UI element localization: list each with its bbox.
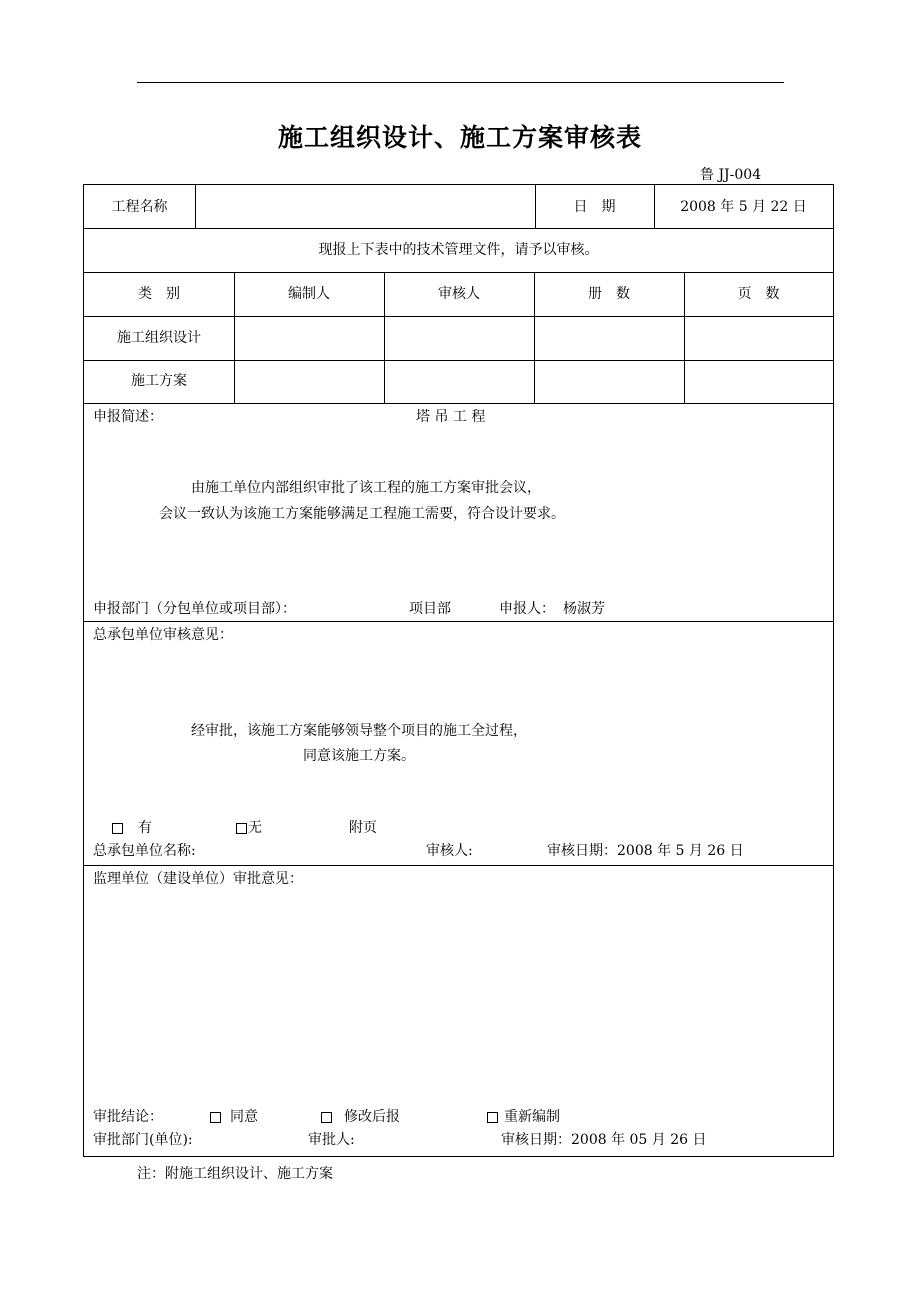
column-header-pages: 页 数 [737, 286, 780, 302]
option-yes-label: 有 [138, 820, 152, 836]
checkbox-recompile[interactable] [487, 1112, 498, 1123]
checkbox-no[interactable] [236, 823, 247, 834]
option-modify-label: 修改后报 [344, 1109, 400, 1125]
column-header-category: 类 别 [138, 286, 180, 302]
contractor-opinion-line: 经审批，该施工方案能够领导整个项目的施工全过程， [191, 723, 527, 739]
checkbox-modify[interactable] [321, 1112, 332, 1123]
form-code: 鲁 JJ-004 [700, 167, 762, 183]
report-summary-label: 申报简述： [93, 409, 163, 425]
date-value[interactable]: 2008 年 5 月 22 日 [680, 199, 807, 215]
contractor-unit-label: 总承包单位名称: [93, 843, 196, 859]
footnote: 注：附施工组织设计、施工方案 [137, 1166, 333, 1182]
approval-dept-label: 审批部门(单位): [93, 1132, 193, 1148]
column-header-reviewer: 审核人 [438, 286, 480, 302]
supervisor-review-date: 审核日期：2008 年 05 月 26 日 [501, 1132, 707, 1148]
applicant-label: 申报人： [499, 601, 555, 617]
supervisor-opinion-label: 监理单位（建设单位）审批意见： [93, 871, 303, 887]
attachment-label: 附页 [349, 820, 377, 836]
contractor-opinion-label: 总承包单位审核意见： [93, 627, 233, 643]
report-dept-label: 申报部门（分包单位或项目部）： [93, 601, 296, 617]
approver-label: 审批人: [308, 1132, 355, 1148]
report-text-line: 会议一致认为该施工方案能够满足工程施工需要，符合设计要求。 [159, 506, 565, 522]
project-name-label: 工程名称 [111, 199, 168, 215]
table-row-category: 施工组织设计 [117, 330, 201, 346]
intro-text: 现报上下表中的技术管理文件，请予以审核。 [318, 242, 599, 258]
checkbox-agree[interactable] [210, 1112, 221, 1123]
table-row-category: 施工方案 [131, 373, 187, 389]
contractor-review-date: 审核日期：2008 年 5 月 26 日 [547, 843, 744, 859]
page-title: 施工组织设计、施工方案审核表 [277, 123, 642, 152]
report-dept-value: 项目部 [409, 601, 451, 617]
review-form [83, 184, 834, 1157]
option-no-label: 无 [248, 820, 262, 836]
report-text-line: 由施工单位内部组织审批了该工程的施工方案审批会议， [191, 480, 541, 496]
contractor-opinion-line: 同意该施工方案。 [303, 748, 415, 764]
approval-conclusion-label: 审批结论： [93, 1109, 163, 1125]
option-recompile-label: 重新编制 [504, 1109, 560, 1125]
column-header-volumes: 册 数 [588, 286, 630, 302]
top-rule [137, 82, 784, 83]
contractor-reviewer-label: 审核人: [426, 843, 473, 859]
report-subject: 塔 吊 工 程 [416, 409, 486, 425]
date-label: 日 期 [573, 199, 616, 215]
checkbox-yes[interactable] [112, 823, 123, 834]
column-header-compiler: 编制人 [288, 286, 330, 302]
applicant-value: 杨淑芳 [563, 601, 605, 617]
option-agree-label: 同意 [230, 1109, 258, 1125]
